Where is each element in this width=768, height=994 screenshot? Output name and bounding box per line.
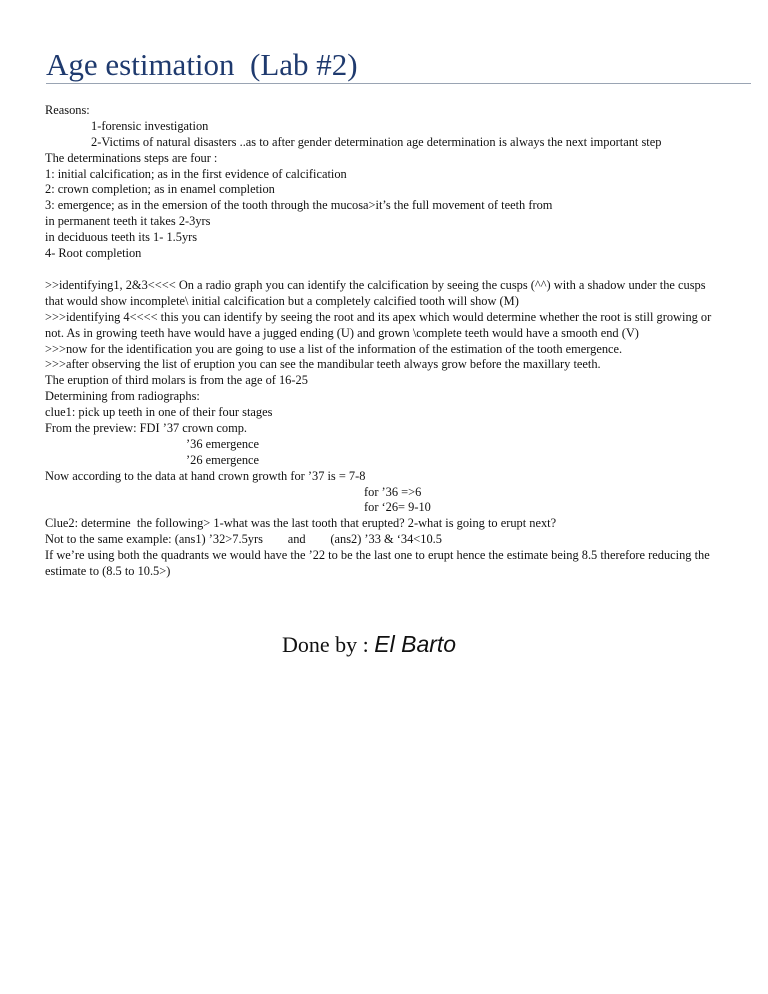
- title-divider: [46, 83, 751, 84]
- preview-line-3: ’26 emergence: [186, 452, 260, 467]
- deciduous-teeth-note: in deciduous teeth its 1- 1.5yrs: [45, 230, 198, 245]
- clue-1: clue1: pick up teeth in one of their four stages: [45, 405, 273, 420]
- preview-line-2: ’36 emergence: [186, 436, 260, 451]
- clue-2: Clue2: determine the following> 1-what was the last tooth that erupted? 2-what is going to erupt next?: [45, 516, 557, 531]
- third-molars-note: The eruption of third molars is from the age of 16-25: [45, 373, 308, 388]
- step-4: 4- Root completion: [45, 246, 142, 261]
- reason-item-1: 1-forensic investigation: [91, 118, 209, 133]
- data-line-3: for ‘26= 9-10: [364, 500, 431, 515]
- step-2: 2: crown completion; as in enamel completion: [45, 182, 275, 197]
- author-name: El Barto: [374, 631, 457, 657]
- permanent-teeth-note: in permanent teeth it takes 2-3yrs: [45, 214, 211, 229]
- data-line-2: for ’36 =>6: [364, 484, 422, 499]
- quadrants-note: If we’re using both the quadrants we would have the ’22 to be the last one to erupt hence the estimate being 8.5 therefore reducing the estimate to (8.5 to 10.5>): [45, 548, 710, 579]
- same-example-line: Not to the same example: (ans1) ’32>7.5yrs and (ans2) ’33 & ‘34<10.5: [45, 532, 442, 547]
- data-line-1: Now according to the data at hand crown growth for ’37 is = 7-8: [45, 468, 366, 483]
- done-by-line: [282, 630, 456, 659]
- identification-note: >>>now for the identification you are going to use a list of the information of the estimation of the tooth emergence.: [45, 341, 623, 356]
- reason-item-2: 2-Victims of natural disasters ..as to after gender determination age determination is always the next important step: [91, 134, 662, 149]
- document-body: [45, 103, 717, 580]
- mandibular-note: >>>after observing the list of eruption you can see the mandibular teeth always grow before the maxillary teeth.: [45, 357, 601, 372]
- radiographs-heading: Determining from radiographs:: [45, 389, 200, 404]
- step-3: 3: emergence; as in the emersion of the tooth through the mucosa>it’s the full movement of teeth from: [45, 198, 553, 213]
- identify-123-note: >>identifying1, 2&3<<<< On a radio graph you can identify the calcification by seeing the cusps (^^) with a shadow under the cusps that would show incomplete\ initial calcification but a completely calcified tooth will show (M): [45, 277, 706, 308]
- steps-intro: The determinations steps are four :: [45, 150, 218, 165]
- page-title: Age estimation (Lab #2): [46, 47, 358, 82]
- step-1: 1: initial calcification; as in the first evidence of calcification: [45, 166, 347, 181]
- preview-line-1: From the preview: FDI ’37 crown comp.: [45, 421, 247, 435]
- reasons-heading: Reasons:: [45, 103, 90, 117]
- identify-4-note: >>>identifying 4<<<< this you can identify by seeing the root and its apex which would determine whether the root is still growing or not. As in growing teeth have would have a jugged ending (U) and grown \complete teeth would have a smooth end (V): [45, 309, 712, 340]
- spacer: [45, 262, 717, 278]
- done-by-label: Done by :: [282, 632, 375, 657]
